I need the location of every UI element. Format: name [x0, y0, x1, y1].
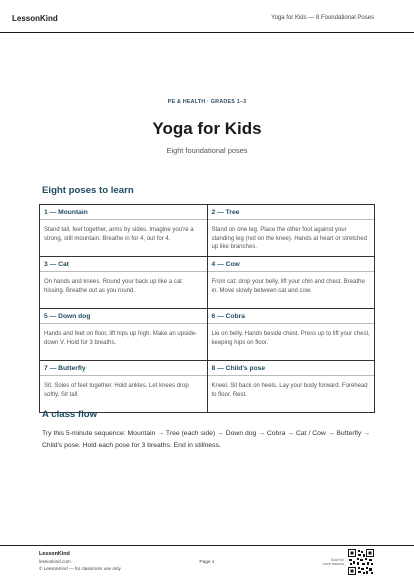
pose-description: Hands and feet on floor, lift hips up high. Make an upside-down V. Hold for 3 breaths. [44, 331, 198, 346]
header-divider [0, 32, 414, 33]
qr-code-icon [348, 549, 374, 575]
pose-description: Kneel. Sit back on heels. Lay your body forward. Forehead to floor. Rest. [211, 383, 368, 398]
pose-name: 8 — Child's pose [208, 365, 375, 376]
page-header [0, 0, 414, 38]
subject-kicker: PE & HEALTH · GRADES 1–3 [167, 99, 247, 105]
qr-caption-line: Scan for [330, 558, 344, 562]
pose-card [40, 309, 208, 361]
pose-card [207, 361, 375, 413]
qr-caption [323, 558, 344, 567]
table-row [40, 361, 375, 413]
pose-description: On hands and knees. Round your back up like a cat hissing. Breathe out as you round. [44, 279, 182, 294]
pose-name: 2 — Tree [208, 209, 375, 220]
footer-divider [0, 545, 414, 546]
pose-description: Stand tall, feet together, arms by sides. Imagine you're a strong, still mountain. Breathe in for 4, out for 4. [44, 227, 194, 242]
pose-description: Lie on belly. Hands beside chest. Press up to lift your chest, keeping hips on floor. [211, 331, 370, 346]
pose-card [40, 205, 208, 257]
pose-card [207, 309, 375, 361]
table-row [40, 309, 375, 361]
flow-paragraph: Try this 5-minute sequence: Mountain → Tree (each side) → Down dog → Cobra → Cat / Cow → Butterfly → Child's pose. Hold each pose for 3 breaths. End in stillness. [42, 430, 371, 449]
table-row [40, 257, 375, 309]
footer-brand: LessonKind [39, 551, 70, 557]
footer-site: lessonkind.com [39, 559, 71, 564]
pose-name: 5 — Down dog [40, 313, 207, 324]
page-title: Yoga for Kids [152, 119, 262, 138]
page-subtitle: Eight foundational poses [166, 146, 248, 155]
pose-card [40, 257, 208, 309]
pose-name: 3 — Cat [40, 261, 207, 272]
pose-card [40, 361, 208, 413]
pose-name: 6 — Cobra [208, 313, 375, 324]
footer-copyright: © LessonKind — for classroom use only [39, 566, 121, 571]
pose-card [207, 205, 375, 257]
table-row [40, 205, 375, 257]
pose-name: 1 — Mountain [40, 209, 207, 220]
poses-section-heading: Eight poses to learn [42, 185, 134, 196]
pose-description: Sit. Soles of feet together. Hold ankles. Let knees drop softly. Sit tall. [44, 383, 189, 398]
pose-card [207, 257, 375, 309]
page-number: Page 1 [199, 560, 215, 565]
poses-table [39, 204, 375, 413]
header-doc-title: Yoga for Kids — 8 Foundational Poses [271, 15, 374, 21]
pose-description: Stand on one leg. Place the other foot against your standing leg (not on the knee). Hands at heart or stretched up like branches. [211, 227, 367, 251]
qr-caption-line: more lessons [322, 562, 344, 567]
brand-logo-text: LessonKind [12, 14, 58, 23]
pose-description: From cat: drop your belly, lift your chin and chest. Breathe in. Move slowly between cat and cow. [211, 279, 365, 294]
flow-section-heading: A class flow [42, 409, 98, 420]
pose-name: 4 — Cow [208, 261, 375, 272]
pose-name: 7 — Butterfly [40, 365, 207, 376]
